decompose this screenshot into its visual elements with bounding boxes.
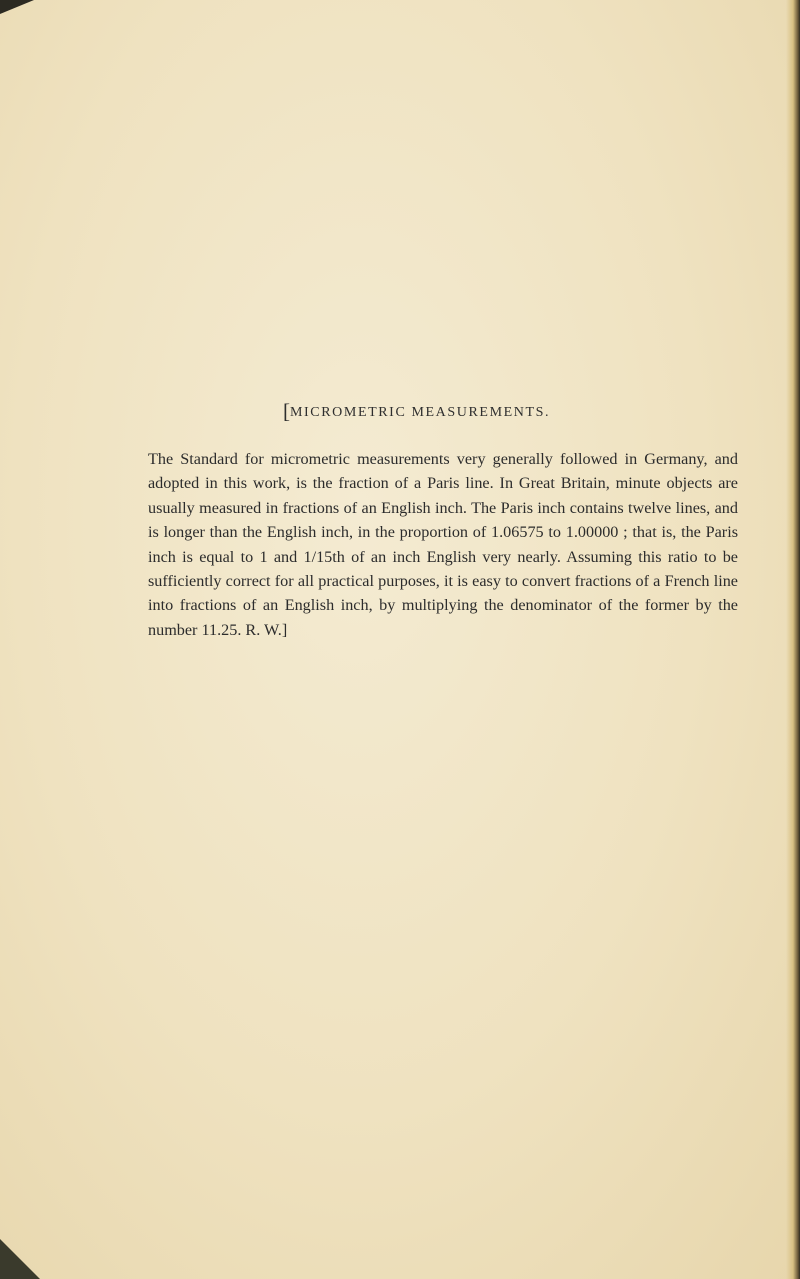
heading-text: MICROMETRIC MEASUREMENTS. [290,405,551,420]
page-corner-bottom [0,1239,40,1279]
heading-bracket: [ [283,399,290,423]
body-paragraph: The Standard for micrometric measurements very generally followed in Germany, and adopted in this work, is the fraction of a Paris line. In Great Britain, minute objects are usually measured in fractions of an English inch. The Paris inch contains twelve lines, and is longer than the English inch, in the proportion of 1.06575 to 1.00000 ; that is, the Paris inch is equal to 1 and 1/15th of an inch English very nearly. Assuming this ratio to be sufficiently correct for all practical purposes, it is easy to convert fractions of a French line into fractions of an English inch, by multiplying the denominator of the former by the number 11.25. R. W.] [148,450,738,639]
page-corner-top [0,0,34,14]
page-edge-shadow [786,0,800,1279]
section-heading [283,397,550,422]
